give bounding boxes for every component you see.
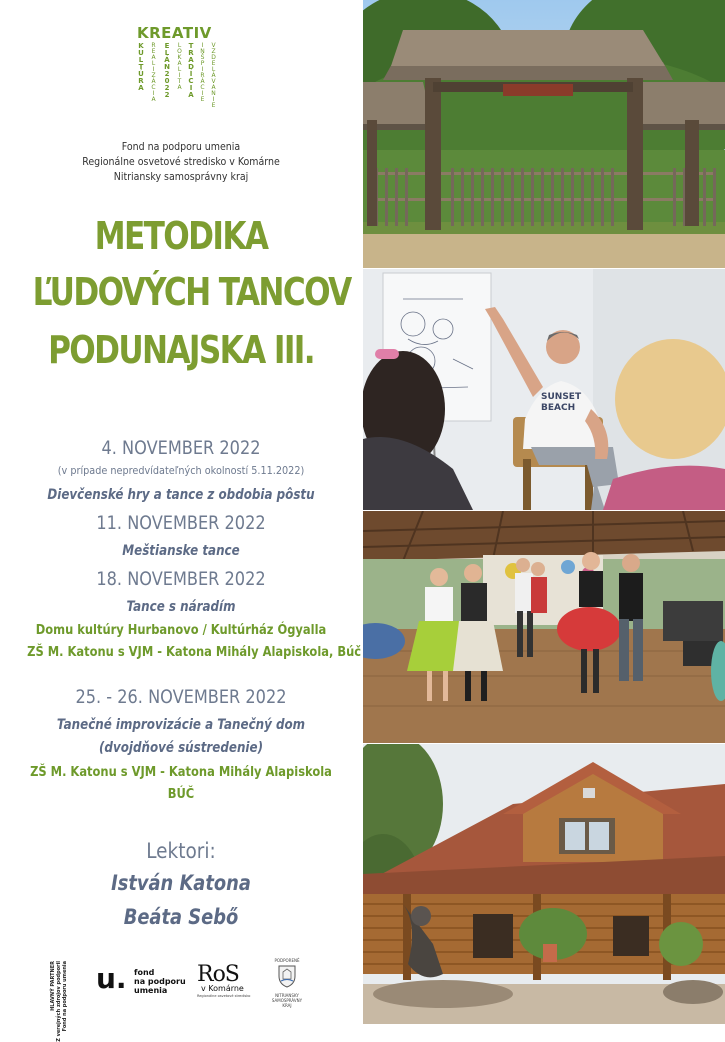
organizer-line: Fond na podporu umenia (121, 141, 241, 153)
lecture-photo (363, 269, 725, 510)
fpu-logo-text (134, 968, 186, 995)
fpu-line: na podporu (134, 977, 186, 986)
logo-column: TRADÍCIA (187, 42, 195, 98)
title-line: PODUNAJSKA III. (48, 328, 314, 372)
ros-mark: RoS (197, 962, 239, 987)
place-3b: ZŠ M. Katonu s VJM - Katona Mihály Alapiskola, Búč (27, 644, 362, 660)
ros-logo (197, 962, 249, 998)
date-4: 25. - 26. NOVEMBER 2022 (75, 686, 287, 708)
topic-1: Dievčenské hry a tance z obdobia pôstu (47, 487, 315, 503)
date-2: 11. NOVEMBER 2022 (96, 512, 266, 534)
info-panel (0, 0, 362, 1042)
crest-icon (277, 964, 297, 988)
nsk-top: PODPORENÉ (274, 958, 300, 963)
main-partner-vertical-text (50, 961, 70, 1042)
fpu-line: fond (134, 968, 155, 977)
logo-word: KREATIV (137, 24, 212, 42)
place-4b: BÚČ (167, 786, 195, 802)
logo-column: INŠPIRÁCIE (199, 42, 206, 102)
nsk-logo (270, 958, 304, 1008)
topic-4: Tanečné improvizácie a Tanečný dom (56, 717, 306, 733)
lecturers-heading: Lektori: (146, 839, 216, 863)
logo-column: KULTÚRA (137, 42, 145, 91)
partner-line: Z verejných zdrojov podporil (56, 961, 62, 1042)
topic-2: Meštianske tance (122, 543, 240, 559)
date-1-note: (v prípade nepredvídateľných okolností 5.11.2022) (57, 464, 305, 477)
partner-line: HLAVNÝ PARTNER (50, 961, 56, 1011)
kreativ-logo (137, 24, 219, 116)
title-line: METODIKA (94, 214, 268, 258)
gate-photo (363, 0, 725, 268)
fpu-logo-mark: u. (96, 962, 127, 995)
organizer-line: Regionálne osvetové stredisko v Komárne (82, 156, 280, 168)
topic-3: Tance s náradím (126, 599, 236, 615)
ros-caption: Regionálne osvetové stredisko (197, 994, 251, 998)
svg-text:SUNSET: SUNSET (541, 392, 582, 402)
place-4a: ZŠ M. Katonu s VJM - Katona Mihály Alapiskola (30, 764, 332, 780)
place-3a: Domu kultúry Hurbanovo / Kultúrház Ógyalla (35, 622, 327, 638)
logo-column: LOKALITA (176, 42, 183, 90)
logo-column: VZDELÁVANIE (210, 42, 217, 108)
nsk-bottom: KRAJ (282, 1003, 292, 1008)
nsk-bottom: NITRIANSKY (275, 993, 299, 998)
logo-column: REALIZÁCIA (150, 42, 157, 102)
ros-sub: v Komárne (201, 984, 244, 993)
partner-line: Fond na podporu umenia (62, 961, 68, 1032)
date-1: 4. NOVEMBER 2022 (101, 437, 261, 459)
nsk-bottom: SAMOSPRÁVNY (271, 998, 303, 1003)
logo-column: ELÁN2022 (163, 42, 171, 98)
house-photo (363, 744, 725, 1024)
lecturer-name: Beáta Sebő (123, 905, 239, 929)
topic-4-sub: (dvojdňové sústredenie) (98, 740, 264, 756)
dance-photo (363, 511, 725, 743)
organizer-line: Nitriansky samosprávny kraj (113, 171, 249, 183)
title-line: ĽUDOVÝCH TANCOV (32, 270, 351, 314)
svg-text:BEACH: BEACH (541, 403, 576, 413)
photo-column (363, 0, 725, 1024)
date-3: 18. NOVEMBER 2022 (96, 568, 266, 590)
lecturer-name: István Katona (111, 871, 251, 895)
fpu-line: umenia (134, 986, 168, 995)
